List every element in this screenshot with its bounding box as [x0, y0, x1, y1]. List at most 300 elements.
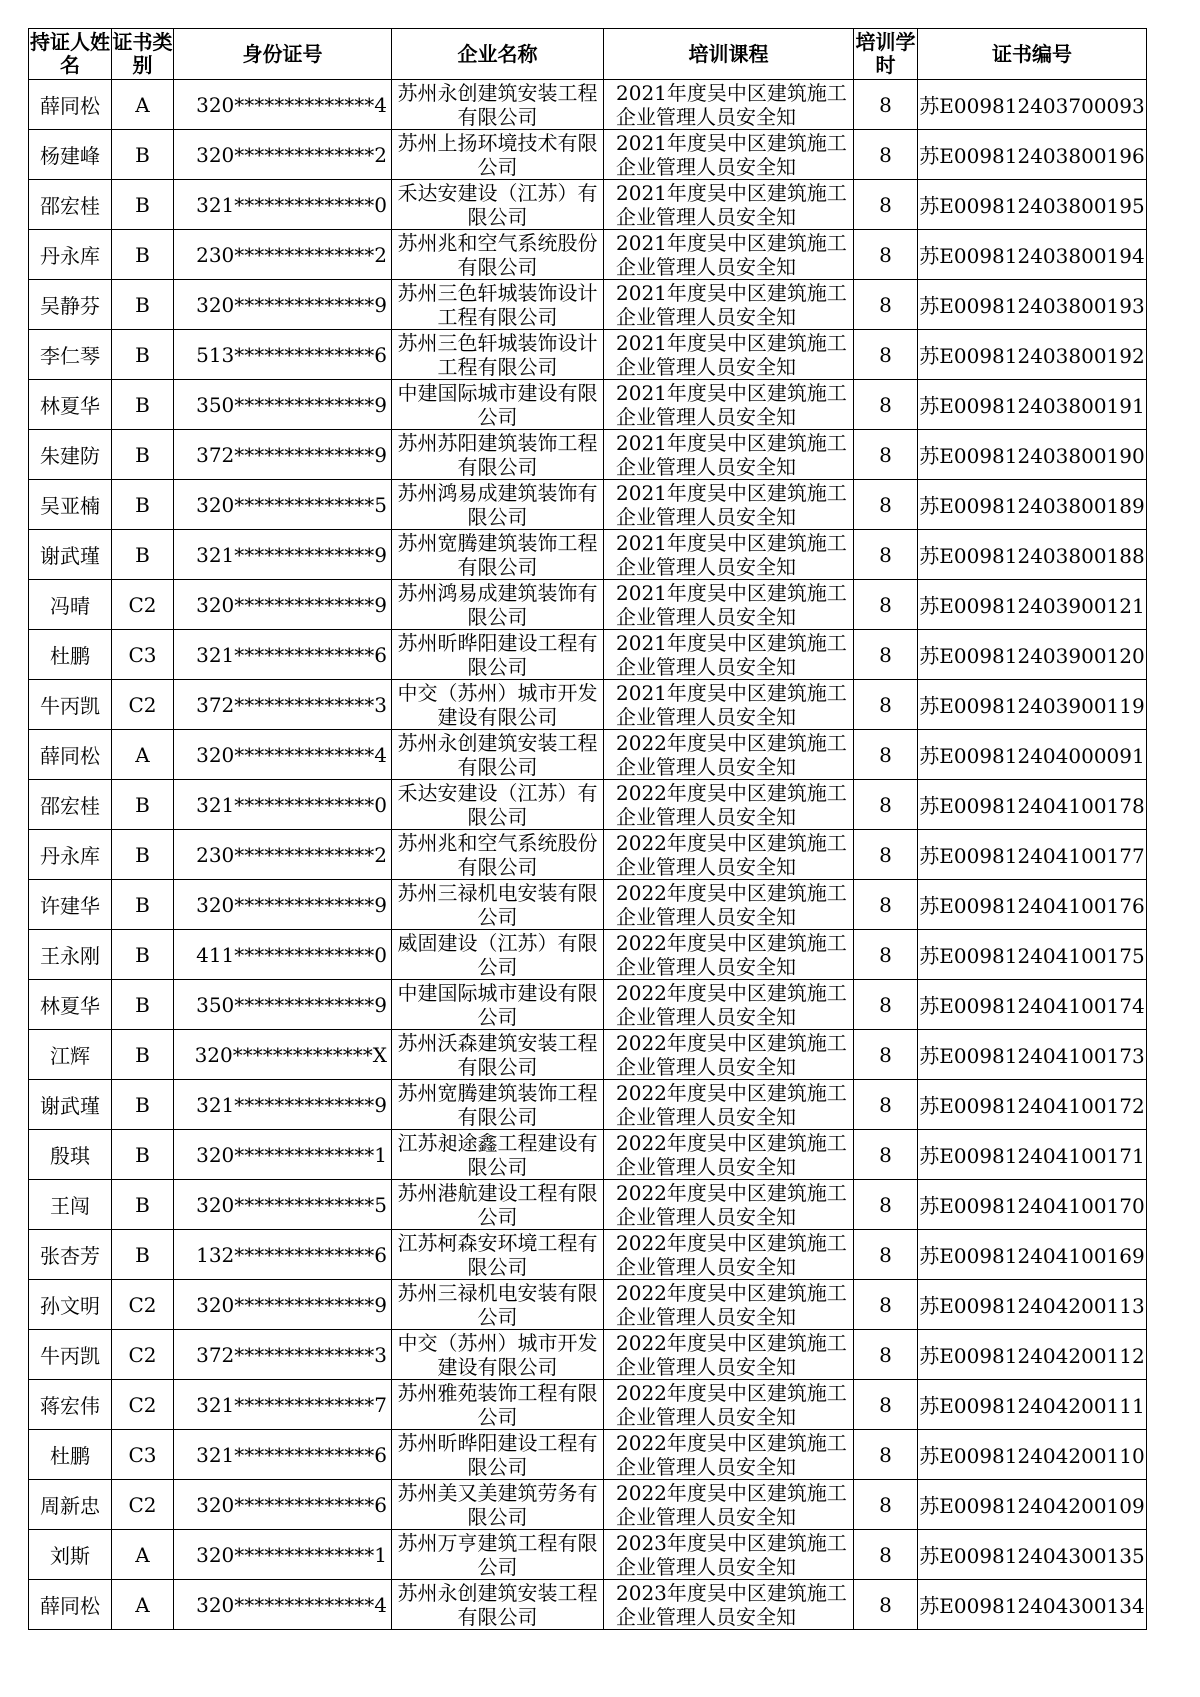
training-course-text: 2021年度吴中区建筑施工企业管理人员安全知: [616, 381, 847, 428]
id-number-cell: 350**************9: [174, 980, 392, 1030]
training-course-cell: [604, 730, 854, 780]
id-number-cell: 230**************2: [174, 830, 392, 880]
cert-number-cell: 苏E009812403800194: [918, 230, 1147, 280]
cert-type-cell: B: [112, 1230, 174, 1280]
training-hours-cell: 8: [854, 1580, 918, 1630]
holder-name-cell: 薛同松: [29, 1580, 112, 1630]
company-name-cell: [392, 680, 604, 730]
header-company-name: 企业名称: [392, 29, 604, 80]
cert-type-cell: B: [112, 1080, 174, 1130]
company-name-text: 苏州兆和空气系统股份有限公司: [397, 831, 598, 878]
training-hours-cell: 8: [854, 1280, 918, 1330]
id-number-cell: 320**************X: [174, 1030, 392, 1080]
training-hours-cell: 8: [854, 430, 918, 480]
certificate-table: [28, 28, 1147, 1630]
cert-number-cell: 苏E009812404300135: [918, 1530, 1147, 1580]
cert-number-cell: 苏E009812404100173: [918, 1030, 1147, 1080]
training-course-cell: [604, 1130, 854, 1180]
id-number-cell: 320**************4: [174, 730, 392, 780]
cert-number-cell: 苏E009812404000091: [918, 730, 1147, 780]
table-row: [29, 880, 1147, 930]
training-hours-cell: 8: [854, 1430, 918, 1480]
company-name-cell: [392, 580, 604, 630]
id-number-cell: 320**************1: [174, 1530, 392, 1580]
cert-number-cell: 苏E009812403900121: [918, 580, 1147, 630]
company-name-cell: [392, 80, 604, 130]
cert-type-cell: C3: [112, 1430, 174, 1480]
id-number-cell: 320**************6: [174, 1480, 392, 1530]
training-course-cell: [604, 480, 854, 530]
table-row: [29, 980, 1147, 1030]
id-number-cell: 350**************9: [174, 380, 392, 430]
company-name-text: 苏州鸿易成建筑装饰有限公司: [397, 481, 598, 528]
table-row: [29, 630, 1147, 680]
table-row: [29, 680, 1147, 730]
training-hours-cell: 8: [854, 1130, 918, 1180]
company-name-text: 苏州鸿易成建筑装饰有限公司: [397, 581, 598, 628]
company-name-cell: [392, 130, 604, 180]
table-row: [29, 180, 1147, 230]
holder-name-cell: 张杏芳: [29, 1230, 112, 1280]
training-course-text: 2021年度吴中区建筑施工企业管理人员安全知: [616, 681, 847, 728]
company-name-text: 江苏柯森安环境工程有限公司: [397, 1231, 598, 1278]
training-course-cell: [604, 980, 854, 1030]
header-cert-type: 证书类别: [112, 29, 174, 80]
id-number-cell: 132**************6: [174, 1230, 392, 1280]
id-number-cell: 321**************9: [174, 530, 392, 580]
company-name-text: 苏州永创建筑安装工程有限公司: [397, 1581, 598, 1628]
id-number-cell: 320**************2: [174, 130, 392, 180]
training-hours-cell: 8: [854, 980, 918, 1030]
cert-number-cell: 苏E009812404200110: [918, 1430, 1147, 1480]
table-row: [29, 1380, 1147, 1430]
id-number-cell: 320**************5: [174, 480, 392, 530]
cert-type-cell: C2: [112, 1380, 174, 1430]
training-course-text: 2022年度吴中区建筑施工企业管理人员安全知: [616, 831, 847, 878]
company-name-text: 苏州宽腾建筑装饰工程有限公司: [397, 531, 598, 578]
id-number-cell: 321**************6: [174, 1430, 392, 1480]
company-name-text: 苏州港航建设工程有限公司: [397, 1181, 598, 1228]
training-course-cell: [604, 930, 854, 980]
training-hours-cell: 8: [854, 530, 918, 580]
training-course-cell: [604, 1030, 854, 1080]
id-number-cell: 411**************0: [174, 930, 392, 980]
training-course-cell: [604, 1330, 854, 1380]
cert-type-cell: C2: [112, 1280, 174, 1330]
cert-type-cell: B: [112, 280, 174, 330]
company-name-cell: [392, 230, 604, 280]
cert-number-cell: 苏E009812403800190: [918, 430, 1147, 480]
header-training-course: 培训课程: [604, 29, 854, 80]
company-name-text: 中交（苏州）城市开发建设有限公司: [397, 681, 598, 728]
company-name-text: 中交（苏州）城市开发建设有限公司: [397, 1331, 598, 1378]
training-course-text: 2022年度吴中区建筑施工企业管理人员安全知: [616, 1481, 847, 1528]
company-name-cell: [392, 180, 604, 230]
company-name-cell: [392, 530, 604, 580]
training-course-cell: [604, 1180, 854, 1230]
cert-number-cell: 苏E009812404100172: [918, 1080, 1147, 1130]
training-course-cell: [604, 780, 854, 830]
training-course-text: 2021年度吴中区建筑施工企业管理人员安全知: [616, 131, 847, 178]
company-name-cell: [392, 730, 604, 780]
table-row: [29, 1180, 1147, 1230]
table-row: [29, 830, 1147, 880]
table-row: [29, 1330, 1147, 1380]
training-course-text: 2021年度吴中区建筑施工企业管理人员安全知: [616, 531, 847, 578]
cert-type-cell: B: [112, 930, 174, 980]
training-hours-cell: 8: [854, 630, 918, 680]
company-name-cell: [392, 630, 604, 680]
training-course-text: 2021年度吴中区建筑施工企业管理人员安全知: [616, 331, 847, 378]
cert-type-cell: C2: [112, 1330, 174, 1380]
cert-number-cell: 苏E009812404200109: [918, 1480, 1147, 1530]
training-hours-cell: 8: [854, 1230, 918, 1280]
cert-type-cell: C2: [112, 680, 174, 730]
holder-name-cell: 薛同松: [29, 80, 112, 130]
training-course-cell: [604, 1380, 854, 1430]
holder-name-cell: 杨建峰: [29, 130, 112, 180]
id-number-cell: 321**************0: [174, 180, 392, 230]
training-course-text: 2021年度吴中区建筑施工企业管理人员安全知: [616, 281, 847, 328]
cert-number-cell: 苏E009812403900120: [918, 630, 1147, 680]
training-course-text: 2022年度吴中区建筑施工企业管理人员安全知: [616, 1431, 847, 1478]
cert-type-cell: B: [112, 780, 174, 830]
cert-type-cell: B: [112, 430, 174, 480]
cert-number-cell: 苏E009812404100171: [918, 1130, 1147, 1180]
company-name-text: 江苏昶途鑫工程建设有限公司: [397, 1131, 598, 1178]
table-row: [29, 1080, 1147, 1130]
holder-name-cell: 吴静芬: [29, 280, 112, 330]
training-course-cell: [604, 1080, 854, 1130]
id-number-cell: 320**************4: [174, 1580, 392, 1630]
cert-type-cell: B: [112, 130, 174, 180]
table-row: [29, 1230, 1147, 1280]
cert-number-cell: 苏E009812404100178: [918, 780, 1147, 830]
cert-number-cell: 苏E009812404200113: [918, 1280, 1147, 1330]
company-name-text: 中建国际城市建设有限公司: [397, 981, 598, 1028]
table-row: [29, 330, 1147, 380]
training-course-text: 2022年度吴中区建筑施工企业管理人员安全知: [616, 1131, 847, 1178]
company-name-text: 苏州昕晔阳建设工程有限公司: [397, 1431, 598, 1478]
holder-name-cell: 李仁琴: [29, 330, 112, 380]
cert-number-cell: 苏E009812404100174: [918, 980, 1147, 1030]
training-course-cell: [604, 380, 854, 430]
table-row: [29, 730, 1147, 780]
header-cert-number: 证书编号: [918, 29, 1147, 80]
training-hours-cell: 8: [854, 280, 918, 330]
cert-type-cell: B: [112, 530, 174, 580]
cert-type-cell: A: [112, 80, 174, 130]
table-row: [29, 580, 1147, 630]
training-course-cell: [604, 1280, 854, 1330]
cert-type-cell: B: [112, 230, 174, 280]
training-hours-cell: 8: [854, 330, 918, 380]
holder-name-cell: 杜鹏: [29, 1430, 112, 1480]
training-course-text: 2022年度吴中区建筑施工企业管理人员安全知: [616, 1281, 847, 1328]
cert-number-cell: 苏E009812403700093: [918, 80, 1147, 130]
id-number-cell: 372**************9: [174, 430, 392, 480]
training-hours-cell: 8: [854, 780, 918, 830]
training-course-cell: [604, 680, 854, 730]
cert-number-cell: 苏E009812404100170: [918, 1180, 1147, 1230]
training-course-cell: [604, 880, 854, 930]
training-course-cell: [604, 1430, 854, 1480]
cert-number-cell: 苏E009812403800193: [918, 280, 1147, 330]
cert-type-cell: B: [112, 380, 174, 430]
cert-number-cell: 苏E009812403800195: [918, 180, 1147, 230]
holder-name-cell: 丹永库: [29, 230, 112, 280]
company-name-text: 苏州宽腾建筑装饰工程有限公司: [397, 1081, 598, 1128]
cert-number-cell: 苏E009812404100169: [918, 1230, 1147, 1280]
cert-number-cell: 苏E009812403800189: [918, 480, 1147, 530]
table-row: [29, 1430, 1147, 1480]
cert-type-cell: C2: [112, 580, 174, 630]
holder-name-cell: 牛丙凯: [29, 1330, 112, 1380]
header-training-hours: 培训学时: [854, 29, 918, 80]
training-hours-cell: 8: [854, 1530, 918, 1580]
training-course-text: 2022年度吴中区建筑施工企业管理人员安全知: [616, 981, 847, 1028]
training-hours-cell: 8: [854, 230, 918, 280]
training-course-text: 2022年度吴中区建筑施工企业管理人员安全知: [616, 1181, 847, 1228]
company-name-cell: [392, 880, 604, 930]
cert-type-cell: B: [112, 1180, 174, 1230]
table-row: [29, 530, 1147, 580]
company-name-cell: [392, 1180, 604, 1230]
holder-name-cell: 孙文明: [29, 1280, 112, 1330]
company-name-cell: [392, 1580, 604, 1630]
holder-name-cell: 薛同松: [29, 730, 112, 780]
company-name-cell: [392, 280, 604, 330]
holder-name-cell: 冯晴: [29, 580, 112, 630]
training-course-text: 2021年度吴中区建筑施工企业管理人员安全知: [616, 631, 847, 678]
company-name-text: 苏州三色轩城装饰设计工程有限公司: [397, 281, 598, 328]
id-number-cell: 321**************6: [174, 630, 392, 680]
training-course-cell: [604, 830, 854, 880]
company-name-cell: [392, 1530, 604, 1580]
table-row: [29, 1130, 1147, 1180]
company-name-text: 苏州雅苑装饰工程有限公司: [397, 1381, 598, 1428]
cert-type-cell: B: [112, 1030, 174, 1080]
company-name-cell: [392, 1280, 604, 1330]
cert-number-cell: 苏E009812403800196: [918, 130, 1147, 180]
training-course-text: 2022年度吴中区建筑施工企业管理人员安全知: [616, 1331, 847, 1378]
company-name-text: 苏州永创建筑安装工程有限公司: [397, 731, 598, 778]
cert-type-cell: B: [112, 180, 174, 230]
table-row: [29, 380, 1147, 430]
id-number-cell: 321**************0: [174, 780, 392, 830]
cert-number-cell: 苏E009812403900119: [918, 680, 1147, 730]
training-course-text: 2022年度吴中区建筑施工企业管理人员安全知: [616, 1031, 847, 1078]
holder-name-cell: 林夏华: [29, 980, 112, 1030]
holder-name-cell: 殷琪: [29, 1130, 112, 1180]
training-course-cell: [604, 330, 854, 380]
table-row: [29, 1530, 1147, 1580]
training-hours-cell: 8: [854, 1080, 918, 1130]
id-number-cell: 320**************4: [174, 80, 392, 130]
training-course-cell: [604, 1580, 854, 1630]
training-course-cell: [604, 1480, 854, 1530]
training-hours-cell: 8: [854, 180, 918, 230]
holder-name-cell: 王永刚: [29, 930, 112, 980]
table-row: [29, 1280, 1147, 1330]
training-course-cell: [604, 230, 854, 280]
id-number-cell: 372**************3: [174, 680, 392, 730]
company-name-cell: [392, 980, 604, 1030]
table-row: [29, 130, 1147, 180]
cert-type-cell: C2: [112, 1480, 174, 1530]
id-number-cell: 320**************9: [174, 580, 392, 630]
cert-number-cell: 苏E009812404200112: [918, 1330, 1147, 1380]
company-name-text: 禾达安建设（江苏）有限公司: [397, 181, 598, 228]
header-row: [29, 29, 1147, 80]
training-course-text: 2022年度吴中区建筑施工企业管理人员安全知: [616, 931, 847, 978]
training-course-text: 2021年度吴中区建筑施工企业管理人员安全知: [616, 81, 847, 128]
company-name-text: 中建国际城市建设有限公司: [397, 381, 598, 428]
company-name-text: 苏州沃森建筑安装工程有限公司: [397, 1031, 598, 1078]
id-number-cell: 372**************3: [174, 1330, 392, 1380]
training-hours-cell: 8: [854, 1480, 918, 1530]
holder-name-cell: 蒋宏伟: [29, 1380, 112, 1430]
company-name-cell: [392, 480, 604, 530]
cert-number-cell: 苏E009812404300134: [918, 1580, 1147, 1630]
company-name-cell: [392, 1380, 604, 1430]
training-hours-cell: 8: [854, 1180, 918, 1230]
training-hours-cell: 8: [854, 480, 918, 530]
cert-number-cell: 苏E009812403800191: [918, 380, 1147, 430]
training-hours-cell: 8: [854, 380, 918, 430]
training-course-text: 2022年度吴中区建筑施工企业管理人员安全知: [616, 881, 847, 928]
company-name-text: 苏州苏阳建筑装饰工程有限公司: [397, 431, 598, 478]
cert-number-cell: 苏E009812404100176: [918, 880, 1147, 930]
training-hours-cell: 8: [854, 80, 918, 130]
company-name-cell: [392, 380, 604, 430]
company-name-text: 苏州三禄机电安装有限公司: [397, 1281, 598, 1328]
table-row: [29, 430, 1147, 480]
table-row: [29, 80, 1147, 130]
company-name-cell: [392, 1130, 604, 1180]
training-course-text: 2022年度吴中区建筑施工企业管理人员安全知: [616, 731, 847, 778]
training-course-cell: [604, 180, 854, 230]
company-name-text: 苏州三色轩城装饰设计工程有限公司: [397, 331, 598, 378]
training-course-cell: [604, 580, 854, 630]
table-row: [29, 280, 1147, 330]
company-name-text: 威固建设（江苏）有限公司: [397, 931, 598, 978]
header-holder-name: 持证人姓名: [29, 29, 112, 80]
cert-number-cell: 苏E009812404200111: [918, 1380, 1147, 1430]
holder-name-cell: 林夏华: [29, 380, 112, 430]
training-course-text: 2023年度吴中区建筑施工企业管理人员安全知: [616, 1531, 847, 1578]
table-row: [29, 230, 1147, 280]
training-hours-cell: 8: [854, 830, 918, 880]
id-number-cell: 513**************6: [174, 330, 392, 380]
holder-name-cell: 谢武瑾: [29, 1080, 112, 1130]
company-name-text: 苏州美又美建筑劳务有限公司: [397, 1481, 598, 1528]
training-course-text: 2021年度吴中区建筑施工企业管理人员安全知: [616, 231, 847, 278]
company-name-text: 禾达安建设（江苏）有限公司: [397, 781, 598, 828]
cert-type-cell: B: [112, 1130, 174, 1180]
training-course-text: 2022年度吴中区建筑施工企业管理人员安全知: [616, 781, 847, 828]
holder-name-cell: 许建华: [29, 880, 112, 930]
company-name-cell: [392, 830, 604, 880]
company-name-cell: [392, 780, 604, 830]
cert-number-cell: 苏E009812404100175: [918, 930, 1147, 980]
id-number-cell: 320**************9: [174, 1280, 392, 1330]
table-row: [29, 930, 1147, 980]
company-name-text: 苏州永创建筑安装工程有限公司: [397, 81, 598, 128]
training-hours-cell: 8: [854, 1030, 918, 1080]
training-course-text: 2021年度吴中区建筑施工企业管理人员安全知: [616, 481, 847, 528]
cert-number-cell: 苏E009812403800188: [918, 530, 1147, 580]
holder-name-cell: 周新忠: [29, 1480, 112, 1530]
header-id-number: 身份证号: [174, 29, 392, 80]
table-row: [29, 1580, 1147, 1630]
id-number-cell: 321**************7: [174, 1380, 392, 1430]
company-name-text: 苏州昕晔阳建设工程有限公司: [397, 631, 598, 678]
training-course-text: 2021年度吴中区建筑施工企业管理人员安全知: [616, 431, 847, 478]
training-hours-cell: 8: [854, 580, 918, 630]
holder-name-cell: 王闯: [29, 1180, 112, 1230]
holder-name-cell: 丹永库: [29, 830, 112, 880]
training-hours-cell: 8: [854, 1330, 918, 1380]
table-row: [29, 780, 1147, 830]
holder-name-cell: 谢武瑾: [29, 530, 112, 580]
training-course-cell: [604, 1230, 854, 1280]
company-name-text: 苏州上扬环境技术有限公司: [397, 131, 598, 178]
training-course-text: 2022年度吴中区建筑施工企业管理人员安全知: [616, 1231, 847, 1278]
training-hours-cell: 8: [854, 130, 918, 180]
training-hours-cell: 8: [854, 930, 918, 980]
company-name-cell: [392, 330, 604, 380]
training-course-text: 2021年度吴中区建筑施工企业管理人员安全知: [616, 581, 847, 628]
company-name-cell: [392, 1430, 604, 1480]
training-course-cell: [604, 130, 854, 180]
company-name-text: 苏州万亨建筑工程有限公司: [397, 1531, 598, 1578]
training-course-cell: [604, 430, 854, 480]
id-number-cell: 230**************2: [174, 230, 392, 280]
cert-type-cell: A: [112, 1530, 174, 1580]
training-course-text: 2022年度吴中区建筑施工企业管理人员安全知: [616, 1381, 847, 1428]
id-number-cell: 321**************9: [174, 1080, 392, 1130]
table-row: [29, 1030, 1147, 1080]
training-hours-cell: 8: [854, 680, 918, 730]
id-number-cell: 320**************9: [174, 280, 392, 330]
holder-name-cell: 邵宏桂: [29, 780, 112, 830]
company-name-cell: [392, 430, 604, 480]
holder-name-cell: 杜鹏: [29, 630, 112, 680]
training-course-cell: [604, 630, 854, 680]
training-course-text: 2022年度吴中区建筑施工企业管理人员安全知: [616, 1081, 847, 1128]
holder-name-cell: 邵宏桂: [29, 180, 112, 230]
cert-type-cell: B: [112, 980, 174, 1030]
cert-type-cell: A: [112, 1580, 174, 1630]
cert-type-cell: B: [112, 480, 174, 530]
training-hours-cell: 8: [854, 730, 918, 780]
company-name-cell: [392, 1230, 604, 1280]
id-number-cell: 320**************5: [174, 1180, 392, 1230]
table-row: [29, 1480, 1147, 1530]
id-number-cell: 320**************1: [174, 1130, 392, 1180]
cert-type-cell: C3: [112, 630, 174, 680]
training-course-cell: [604, 280, 854, 330]
table-row: [29, 480, 1147, 530]
company-name-cell: [392, 930, 604, 980]
company-name-cell: [392, 1030, 604, 1080]
cert-number-cell: 苏E009812404100177: [918, 830, 1147, 880]
holder-name-cell: 牛丙凯: [29, 680, 112, 730]
training-course-text: 2021年度吴中区建筑施工企业管理人员安全知: [616, 181, 847, 228]
cert-type-cell: B: [112, 330, 174, 380]
cert-type-cell: A: [112, 730, 174, 780]
